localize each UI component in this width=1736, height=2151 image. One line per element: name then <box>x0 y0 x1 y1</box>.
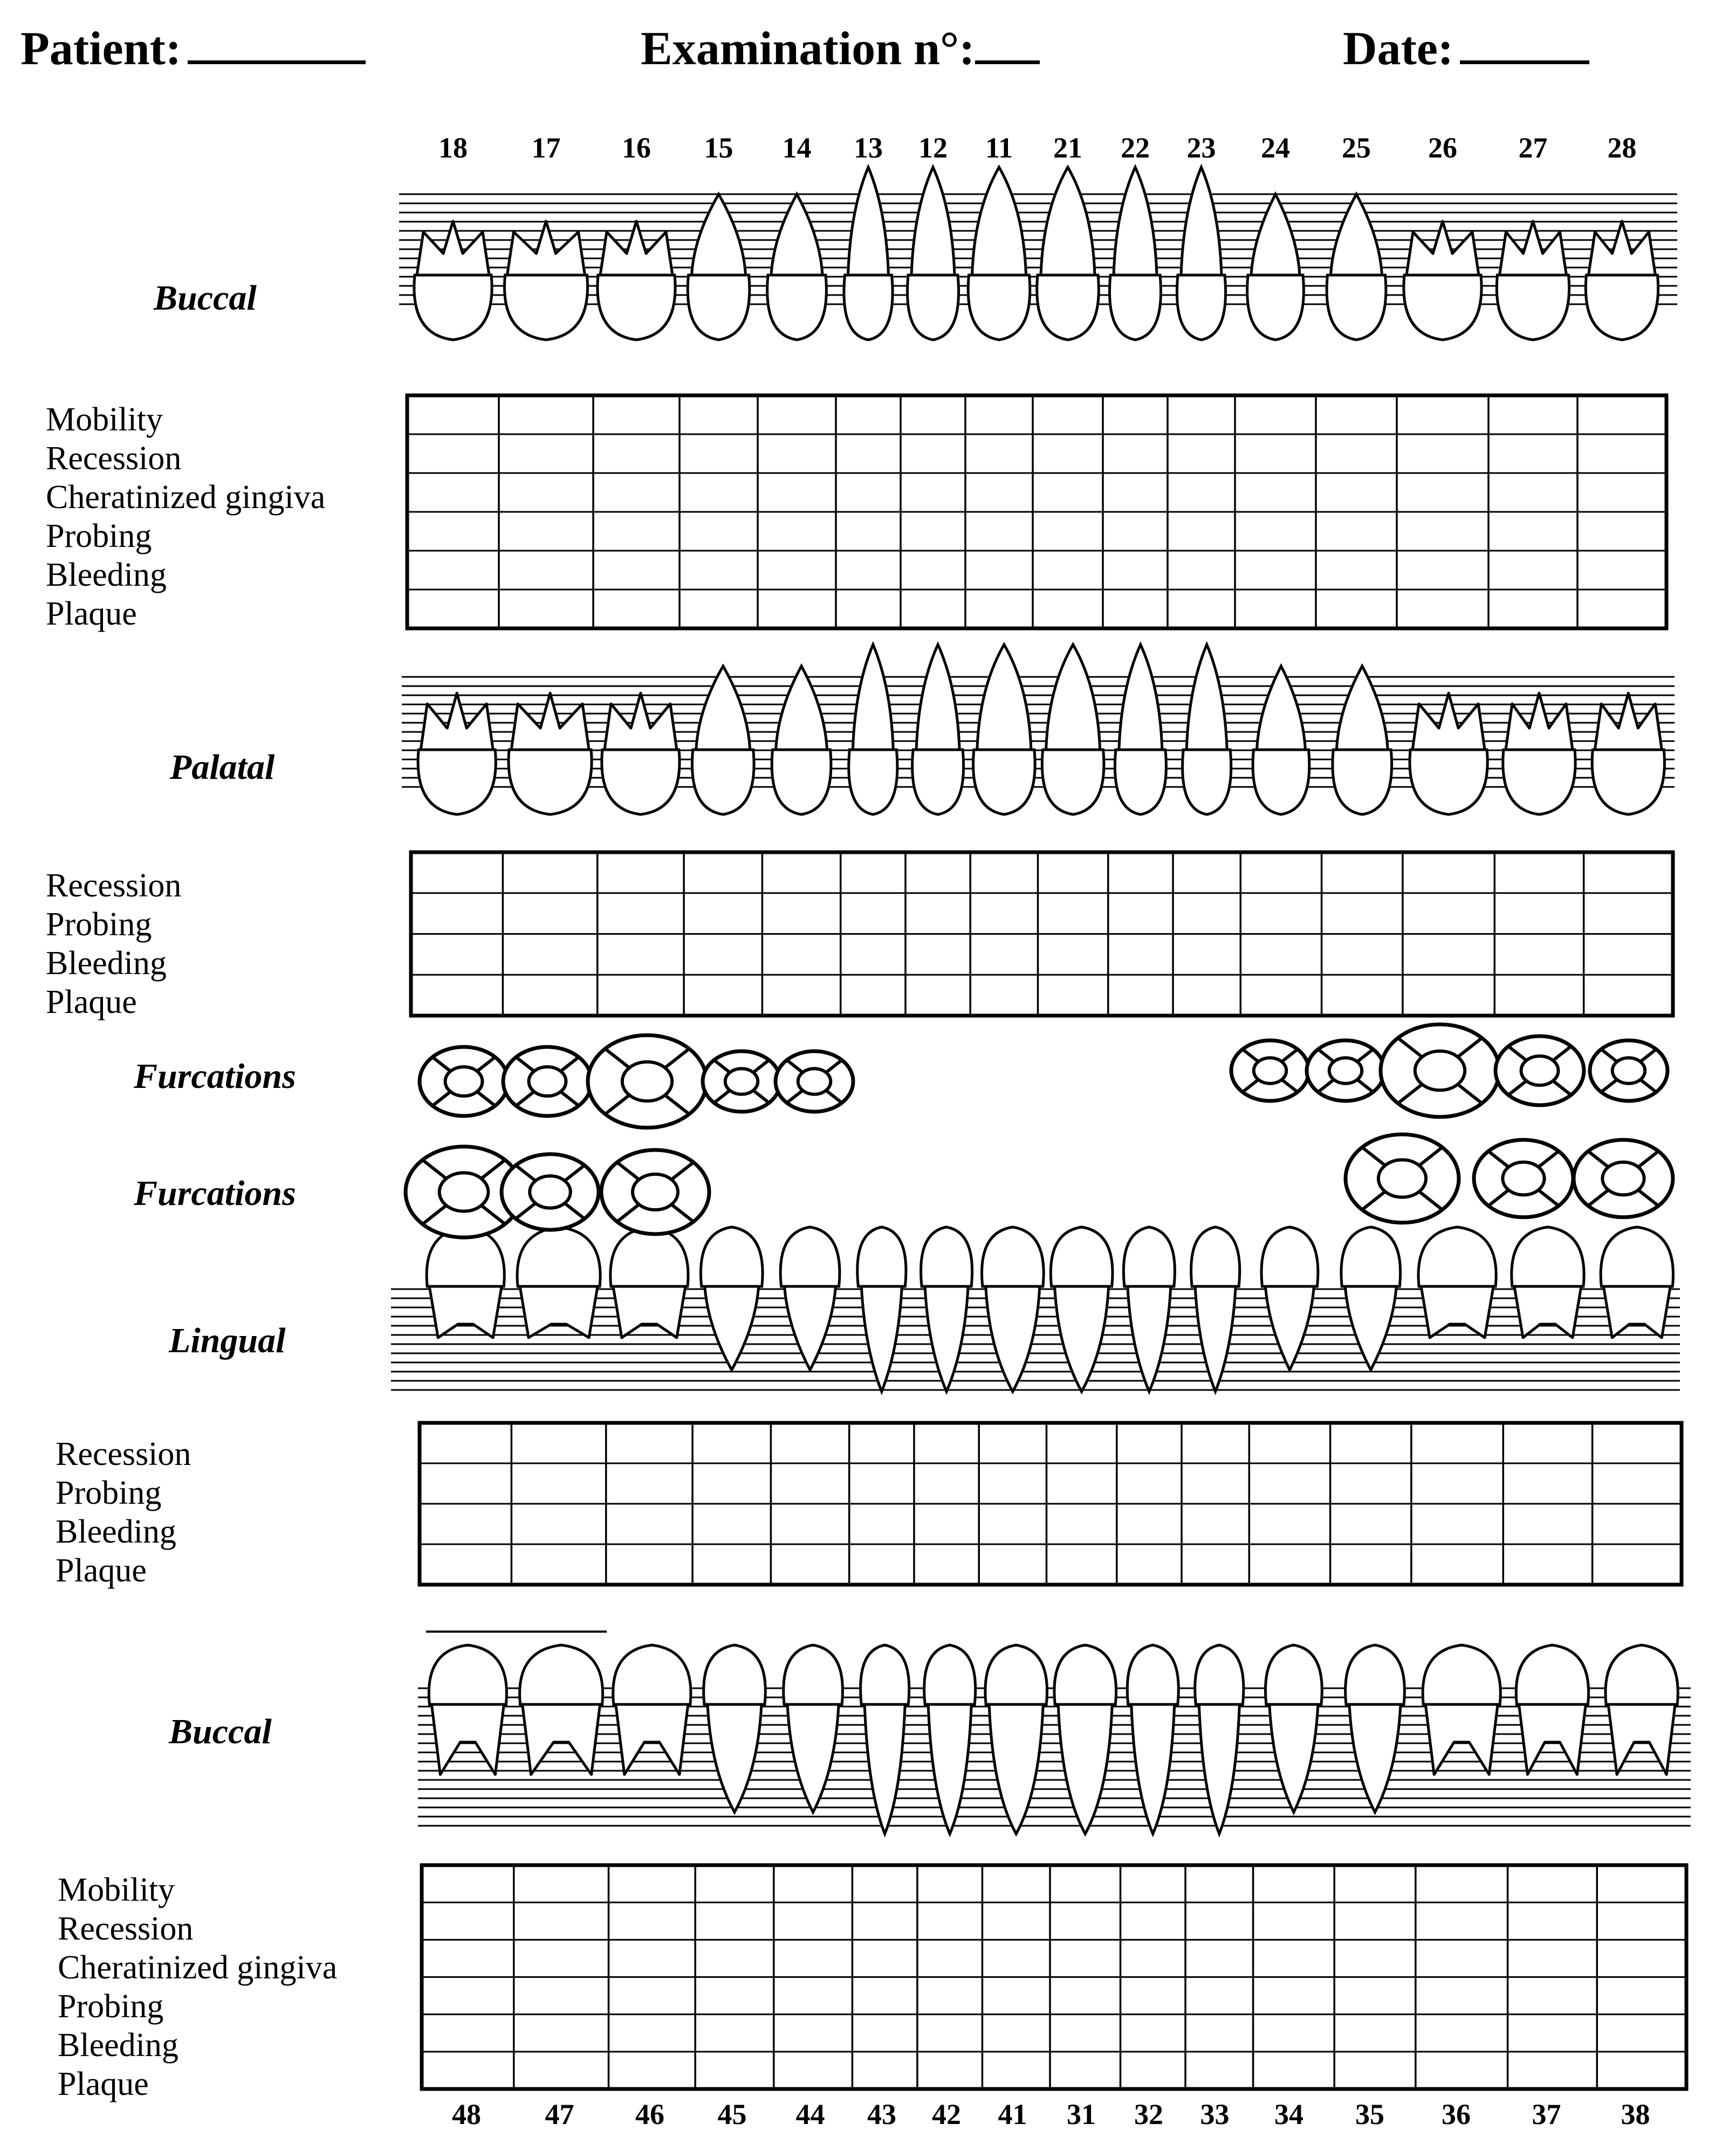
furcations-upper-label: Furcations <box>134 1057 296 1096</box>
lower-buccal-tooth-31-root <box>1058 1704 1112 1834</box>
lingual-tooth-46-crown <box>610 1227 688 1286</box>
upper-buccal-tooth-15-crown <box>688 275 750 340</box>
furcation-36 <box>1346 1134 1459 1223</box>
lower-buccal-tooth-43-crown <box>861 1645 909 1704</box>
upper-buccal-label: Buccal <box>154 278 257 318</box>
lower-buccal-tooth-46-crown <box>613 1645 691 1704</box>
lingual-tooth-44-root <box>785 1286 836 1370</box>
tooth-number-27: 27 <box>1518 132 1548 164</box>
row-label-mobility: Mobility <box>46 401 163 438</box>
palatal-tooth-24-root <box>1257 666 1305 750</box>
lingual-tooth-33-crown <box>1191 1227 1240 1286</box>
lower-buccal-tooth-32-crown <box>1127 1645 1178 1704</box>
lower-buccal-label: Buccal <box>169 1712 272 1751</box>
lower-buccal-tooth-47-root <box>523 1704 600 1775</box>
palatal-tooth-17-crown <box>509 750 592 814</box>
tooth-number-13: 13 <box>854 132 883 164</box>
examination-label: Examination n°: <box>641 23 975 75</box>
palatal-tooth-26-root <box>1412 693 1485 750</box>
palatal-tooth-14-root <box>776 666 827 750</box>
row-label-recession: Recession <box>58 1910 194 1947</box>
upper-buccal-grid <box>407 395 1666 628</box>
upper-buccal-tooth-21-root <box>1041 167 1095 275</box>
tooth-number-16: 16 <box>622 132 651 164</box>
palatal-tooth-18-crown <box>418 750 496 814</box>
lingual-tooth-44-crown <box>780 1227 840 1286</box>
tooth-number-28: 28 <box>1607 132 1637 164</box>
upper-buccal-tooth-14-crown <box>767 275 827 340</box>
upper-buccal-teeth <box>414 167 1658 340</box>
upper-buccal-tooth-13-crown <box>844 275 893 340</box>
tooth-number-18: 18 <box>438 132 468 164</box>
lower-buccal-tooth-37-crown <box>1516 1645 1588 1704</box>
upper-buccal-tooth-11-crown <box>968 275 1030 340</box>
palatal-tooth-21-crown <box>1042 750 1104 814</box>
furcations-lower-label: Furcations <box>134 1174 296 1213</box>
tooth-number-12: 12 <box>918 132 948 164</box>
lower-buccal-grid <box>422 1865 1686 2089</box>
palatal-tooth-16-crown <box>602 750 680 814</box>
lower-buccal-tooth-41-root <box>989 1704 1043 1834</box>
palatal-tooth-26-crown <box>1410 750 1487 814</box>
row-label-bleeding: Bleeding <box>58 2027 179 2064</box>
upper-buccal-tooth-17-crown <box>504 275 587 340</box>
palatal-tooth-13-root <box>853 645 893 750</box>
tooth-number-26: 26 <box>1428 132 1457 164</box>
upper-buccal-tooth-25-crown <box>1327 275 1386 340</box>
lingual-tooth-36-root <box>1421 1286 1493 1338</box>
tooth-number-43: 43 <box>867 2098 896 2131</box>
palatal-tooth-25-crown <box>1333 750 1392 814</box>
lower-buccal-tooth-33-root <box>1199 1704 1239 1834</box>
upper-buccal-tooth-14-root <box>771 194 822 275</box>
upper-buccal-tooth-18-crown <box>414 275 492 340</box>
lingual-tooth-31-root <box>1055 1286 1109 1392</box>
lingual-tooth-47-crown <box>517 1227 600 1286</box>
row-label-recession: Recession <box>46 440 182 477</box>
row-label-cheratinized-gingiva: Cheratinized gingiva <box>46 479 326 516</box>
palatal-tooth-16-root <box>605 693 677 750</box>
lower-buccal-tooth-46-root <box>616 1704 688 1775</box>
tooth-number-46: 46 <box>635 2098 664 2131</box>
lower-buccal-tooth-43-root <box>864 1704 905 1834</box>
palatal-label: Palatal <box>170 748 275 787</box>
furcation-16 <box>588 1035 706 1128</box>
upper-buccal-tooth-16-root <box>600 221 673 275</box>
lingual-tooth-47-root <box>520 1286 598 1338</box>
lower-buccal-teeth <box>429 1645 1678 1834</box>
lower-buccal-tooth-31-crown <box>1054 1645 1116 1704</box>
lingual-tooth-34-crown <box>1261 1227 1318 1286</box>
row-label-probing: Probing <box>56 1475 162 1511</box>
palatal-tooth-11-crown <box>973 750 1035 814</box>
tooth-number-22: 22 <box>1121 132 1150 164</box>
palatal-tooth-11-root <box>977 645 1031 750</box>
palatal-tooth-18-root <box>421 693 493 750</box>
row-label-plaque: Plaque <box>58 2066 149 2102</box>
upper-buccal-tooth-25-root <box>1331 194 1382 275</box>
lingual-tooth-46-root <box>613 1286 685 1338</box>
lingual-tooth-43-root <box>861 1286 902 1392</box>
furcation-15 <box>703 1051 780 1112</box>
row-label-cheratinized-gingiva: Cheratinized gingiva <box>58 1949 338 1986</box>
upper-buccal-tooth-15-root <box>692 194 746 275</box>
lower-buccal-tooth-36-crown <box>1423 1645 1500 1704</box>
palatal-tooth-24-crown <box>1253 750 1309 814</box>
upper-buccal-tooth-18-root <box>417 221 489 275</box>
furcation-38 <box>1574 1140 1673 1217</box>
furcation-27 <box>1495 1036 1584 1105</box>
lingual-tooth-31-crown <box>1051 1227 1113 1286</box>
lingual-tooth-35-root <box>1345 1286 1396 1370</box>
lower-buccal-tooth-45-crown <box>704 1645 766 1704</box>
furcation-25 <box>1307 1040 1384 1101</box>
upper-buccal-tooth-24-crown <box>1247 275 1304 340</box>
palatal-tooth-17-root <box>511 693 589 750</box>
lower-buccal-tooth-42-crown <box>924 1645 976 1704</box>
row-label-mobility: Mobility <box>58 1872 175 1908</box>
lingual-grid <box>420 1423 1682 1585</box>
lower-buccal-tooth-35-root <box>1349 1704 1401 1812</box>
lingual-tooth-48-root <box>429 1286 502 1338</box>
palatal-tooth-14-crown <box>772 750 831 814</box>
palatal-tooth-28-crown <box>1592 750 1664 814</box>
lower-buccal-tooth-48-root <box>431 1704 504 1775</box>
patient-label: Patient: <box>20 23 182 75</box>
palatal-tooth-13-crown <box>849 750 897 814</box>
tooth-number-14: 14 <box>782 132 812 164</box>
palatal-tooth-25-root <box>1336 666 1388 750</box>
row-label-recession: Recession <box>56 1436 191 1472</box>
row-label-plaque: Plaque <box>46 984 137 1020</box>
lower-buccal-tooth-41-crown <box>985 1645 1047 1704</box>
furcation-26 <box>1381 1024 1499 1117</box>
lower-buccal-tooth-35-crown <box>1346 1645 1405 1704</box>
row-label-bleeding: Bleeding <box>46 557 167 593</box>
furcation-17 <box>503 1047 592 1116</box>
upper-buccal-tooth-13-root <box>848 167 889 275</box>
lower-buccal-tooth-34-root <box>1270 1704 1318 1812</box>
tooth-number-42: 42 <box>932 2098 961 2131</box>
lower-buccal-tooth-38-crown <box>1605 1645 1678 1704</box>
lingual-tooth-34-root <box>1265 1286 1314 1370</box>
lingual-tooth-32-root <box>1128 1286 1171 1392</box>
lingual-tooth-45-crown <box>701 1227 763 1286</box>
palatal-tooth-15-crown <box>692 750 754 814</box>
lower-buccal-tooth-32-root <box>1131 1704 1175 1834</box>
tooth-number-37: 37 <box>1532 2098 1561 2131</box>
upper-buccal-tooth-22-root <box>1114 167 1157 275</box>
tooth-number-25: 25 <box>1342 132 1371 164</box>
palatal-tooth-27-root <box>1506 693 1573 750</box>
tooth-number-24: 24 <box>1261 132 1290 164</box>
lower-buccal-tooth-42-root <box>928 1704 971 1834</box>
lower-buccal-tooth-34-crown <box>1265 1645 1322 1704</box>
upper-buccal-tooth-11-root <box>972 167 1026 275</box>
furcation-18 <box>420 1047 508 1116</box>
lower-buccal-tooth-44-root <box>787 1704 839 1812</box>
upper-buccal-tooth-12-root <box>911 167 955 275</box>
lower-buccal-tooth-36-root <box>1425 1704 1498 1775</box>
lingual-tooth-42-crown <box>921 1227 972 1286</box>
upper-buccal-tooth-24-root <box>1251 194 1300 275</box>
lower-buccal-tooth-45-root <box>708 1704 761 1812</box>
palatal-grid <box>411 852 1673 1016</box>
upper-buccal-tooth-17-root <box>507 221 585 275</box>
upper-buccal-tooth-21-crown <box>1037 275 1099 340</box>
lingual-tooth-41-root <box>986 1286 1040 1392</box>
lingual-tooth-43-crown <box>857 1227 906 1286</box>
lingual-tooth-36-crown <box>1418 1227 1496 1286</box>
palatal-tooth-21-root <box>1046 645 1100 750</box>
upper-buccal-tooth-26-crown <box>1404 275 1481 340</box>
tooth-number-17: 17 <box>531 132 561 164</box>
palatal-tooth-12-crown <box>912 750 964 814</box>
upper-buccal-tooth-16-crown <box>598 275 675 340</box>
tooth-number-48: 48 <box>452 2098 481 2131</box>
row-label-bleeding: Bleeding <box>46 945 167 982</box>
tooth-number-11: 11 <box>985 132 1013 164</box>
lingual-teeth <box>427 1227 1673 1392</box>
upper-buccal-tooth-26-root <box>1406 221 1479 275</box>
lower-buccal-tooth-33-crown <box>1195 1645 1244 1704</box>
lingual-tooth-38-root <box>1603 1286 1670 1338</box>
upper-buccal-tooth-23-root <box>1181 167 1222 275</box>
row-label-bleeding: Bleeding <box>56 1513 176 1550</box>
upper-buccal-tooth-27-crown <box>1497 275 1569 340</box>
tooth-number-38: 38 <box>1621 2098 1650 2131</box>
lingual-tooth-41-crown <box>982 1227 1044 1286</box>
tooth-number-34: 34 <box>1274 2098 1303 2131</box>
upper-buccal-tooth-28-root <box>1589 221 1656 275</box>
palatal-tooth-22-root <box>1119 645 1162 750</box>
lingual-tooth-38-crown <box>1601 1227 1673 1286</box>
lower-buccal-tooth-38-root <box>1608 1704 1675 1775</box>
palatal-tooth-22-crown <box>1115 750 1166 814</box>
lingual-tooth-37-crown <box>1512 1227 1584 1286</box>
palatal-tooth-28-root <box>1595 693 1662 750</box>
tooth-number-23: 23 <box>1186 132 1216 164</box>
palatal-tooth-27-crown <box>1503 750 1575 814</box>
tooth-number-31: 31 <box>1067 2098 1096 2131</box>
row-label-probing: Probing <box>46 518 152 554</box>
upper-buccal-tooth-22-crown <box>1109 275 1161 340</box>
lingual-tooth-45-root <box>705 1286 759 1370</box>
lingual-tooth-32-crown <box>1123 1227 1175 1286</box>
tooth-number-35: 35 <box>1355 2098 1384 2131</box>
row-label-plaque: Plaque <box>46 595 137 632</box>
lower-buccal-band <box>418 1688 1691 1826</box>
row-label-probing: Probing <box>58 1988 164 2025</box>
upper-buccal-tooth-27-root <box>1500 221 1567 275</box>
tooth-number-36: 36 <box>1442 2098 1471 2131</box>
lingual-label: Lingual <box>169 1321 286 1360</box>
lower-buccal-tooth-37-root <box>1519 1704 1586 1775</box>
upper-buccal-tooth-12-crown <box>907 275 958 340</box>
furcation-24 <box>1231 1040 1309 1101</box>
row-label-recession: Recession <box>46 867 182 904</box>
furcation-28 <box>1590 1040 1668 1101</box>
palatal-teeth <box>418 645 1664 814</box>
lower-buccal-tooth-48-crown <box>429 1645 506 1704</box>
lingual-tooth-37-root <box>1514 1286 1581 1338</box>
tooth-number-41: 41 <box>998 2098 1027 2131</box>
tooth-number-44: 44 <box>795 2098 825 2131</box>
furcation-47 <box>502 1154 599 1230</box>
lingual-tooth-33-root <box>1195 1286 1236 1392</box>
palatal-tooth-12-root <box>916 645 959 750</box>
upper-buccal-tooth-28-crown <box>1586 275 1658 340</box>
palatal-tooth-15-root <box>696 666 750 750</box>
furcation-46 <box>601 1150 709 1234</box>
lower-buccal-tooth-47-crown <box>520 1645 603 1704</box>
date-label: Date: <box>1343 23 1454 75</box>
upper-buccal-tooth-23-crown <box>1177 275 1225 340</box>
lower-buccal-tooth-44-crown <box>784 1645 843 1704</box>
row-label-plaque: Plaque <box>56 1552 147 1589</box>
tooth-number-21: 21 <box>1053 132 1082 164</box>
furcation-37 <box>1474 1140 1573 1217</box>
palatal-tooth-23-crown <box>1183 750 1231 814</box>
furcation-14 <box>776 1051 853 1112</box>
tooth-number-32: 32 <box>1134 2098 1163 2131</box>
tooth-number-45: 45 <box>717 2098 747 2131</box>
tooth-number-47: 47 <box>545 2098 574 2131</box>
tooth-number-33: 33 <box>1200 2098 1230 2131</box>
tooth-number-15: 15 <box>704 132 733 164</box>
lingual-tooth-42-root <box>925 1286 968 1392</box>
row-label-probing: Probing <box>46 906 152 943</box>
palatal-tooth-23-root <box>1186 645 1227 750</box>
lingual-tooth-35-crown <box>1341 1227 1401 1286</box>
